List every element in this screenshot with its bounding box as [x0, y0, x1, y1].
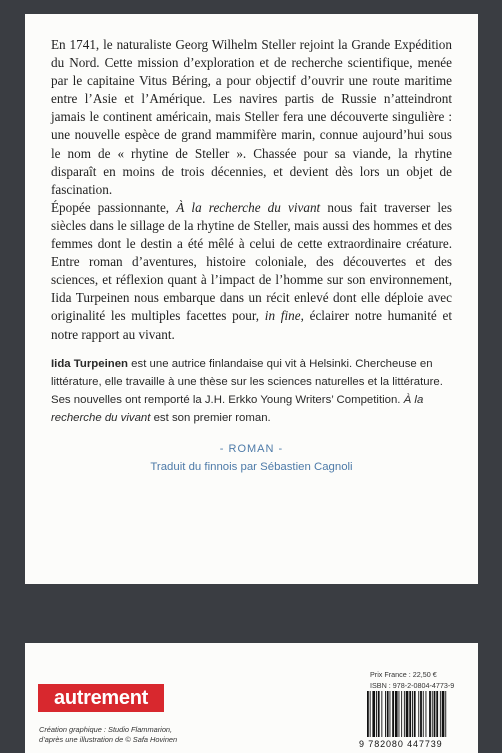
design-credit	[39, 725, 177, 745]
barcode-icon	[365, 691, 473, 741]
design-credit-line-1: Création graphique : Studio Flammarion,	[39, 725, 173, 734]
synopsis-paragraph-2	[51, 199, 452, 344]
translator-credit: Traduit du finnois par Sébastien Cagnoli	[150, 461, 353, 474]
price-label: Prix France : 22,50 €	[370, 670, 437, 679]
synopsis-p2-start: Épopée passionnante,	[51, 199, 177, 215]
synopsis-p2-end: , éclairer notre humanité et notre rapport au vivant.	[51, 308, 452, 342]
synopsis-paragraph-1: En 1741, le naturaliste Georg Wilhelm Steller rejoint la Grande Expédition du Nord. Cette mission d’exploration et de recherche scientifique, menée par le capitaine Vitus Béring, a pour objectif d’ouvrir une route maritime entre l’Asie et l’Amérique. Les navires partis de Russie n’atteindront jamais le continent américain, mais Steller fera une découverte singulière : une nouvelle espèce de grand mammifère marin, connue aujourd’hui sous le nom de « rhytine de Steller ». Chassée pour sa viande, la rhytine disparaît en moins de trois décennies, et devient dès lors un objet de fascination.	[51, 37, 452, 197]
publisher-logo: autrement	[38, 684, 164, 712]
barcode-digits: 9 782080 447739	[359, 739, 443, 749]
author-bio-start: est une autrice finlandaise qui vit à Helsinki. Chercheuse en littérature, elle travaille à une thèse sur les sciences naturelles et la littérature. Ses nouvelles ont remporté la J.H. Erkko Young Writers’ Competition.	[51, 357, 443, 406]
genre-label: - ROMAN -	[219, 443, 284, 456]
publisher-panel	[25, 643, 478, 753]
author-bio-end: est son premier roman.	[150, 412, 271, 425]
author-bio	[51, 355, 452, 428]
synopsis-p2-mid: nous fait traverser les siècles dans le sillage de la rhytine de Steller, mais aussi des hommes et des femmes dont le destin a été mêlé à celui de cette extraordinaire créature. Entre roman d’aventures, histoire coloniale, des découvertes et des sciences, et réflexion quant à l’impact de l’homme sur son environnement, Iida Turpeinen nous embarque dans un récit enlevé dont elle déploie avec originalité les multiples facettes pour,	[51, 199, 452, 324]
author-bio-title: À la recherche du vivant	[51, 394, 424, 425]
author-name: Iida Turpeinen	[51, 357, 128, 370]
isbn-label: ISBN : 978-2-0804-4773-9	[370, 681, 455, 690]
back-cover-text-panel	[25, 14, 478, 584]
in-fine-italic: in fine	[264, 308, 301, 324]
book-title-inline: À la recherche du vivant	[176, 199, 321, 215]
design-credit-line-2: d’après une illustration de © Safa Hovinen	[39, 735, 178, 744]
